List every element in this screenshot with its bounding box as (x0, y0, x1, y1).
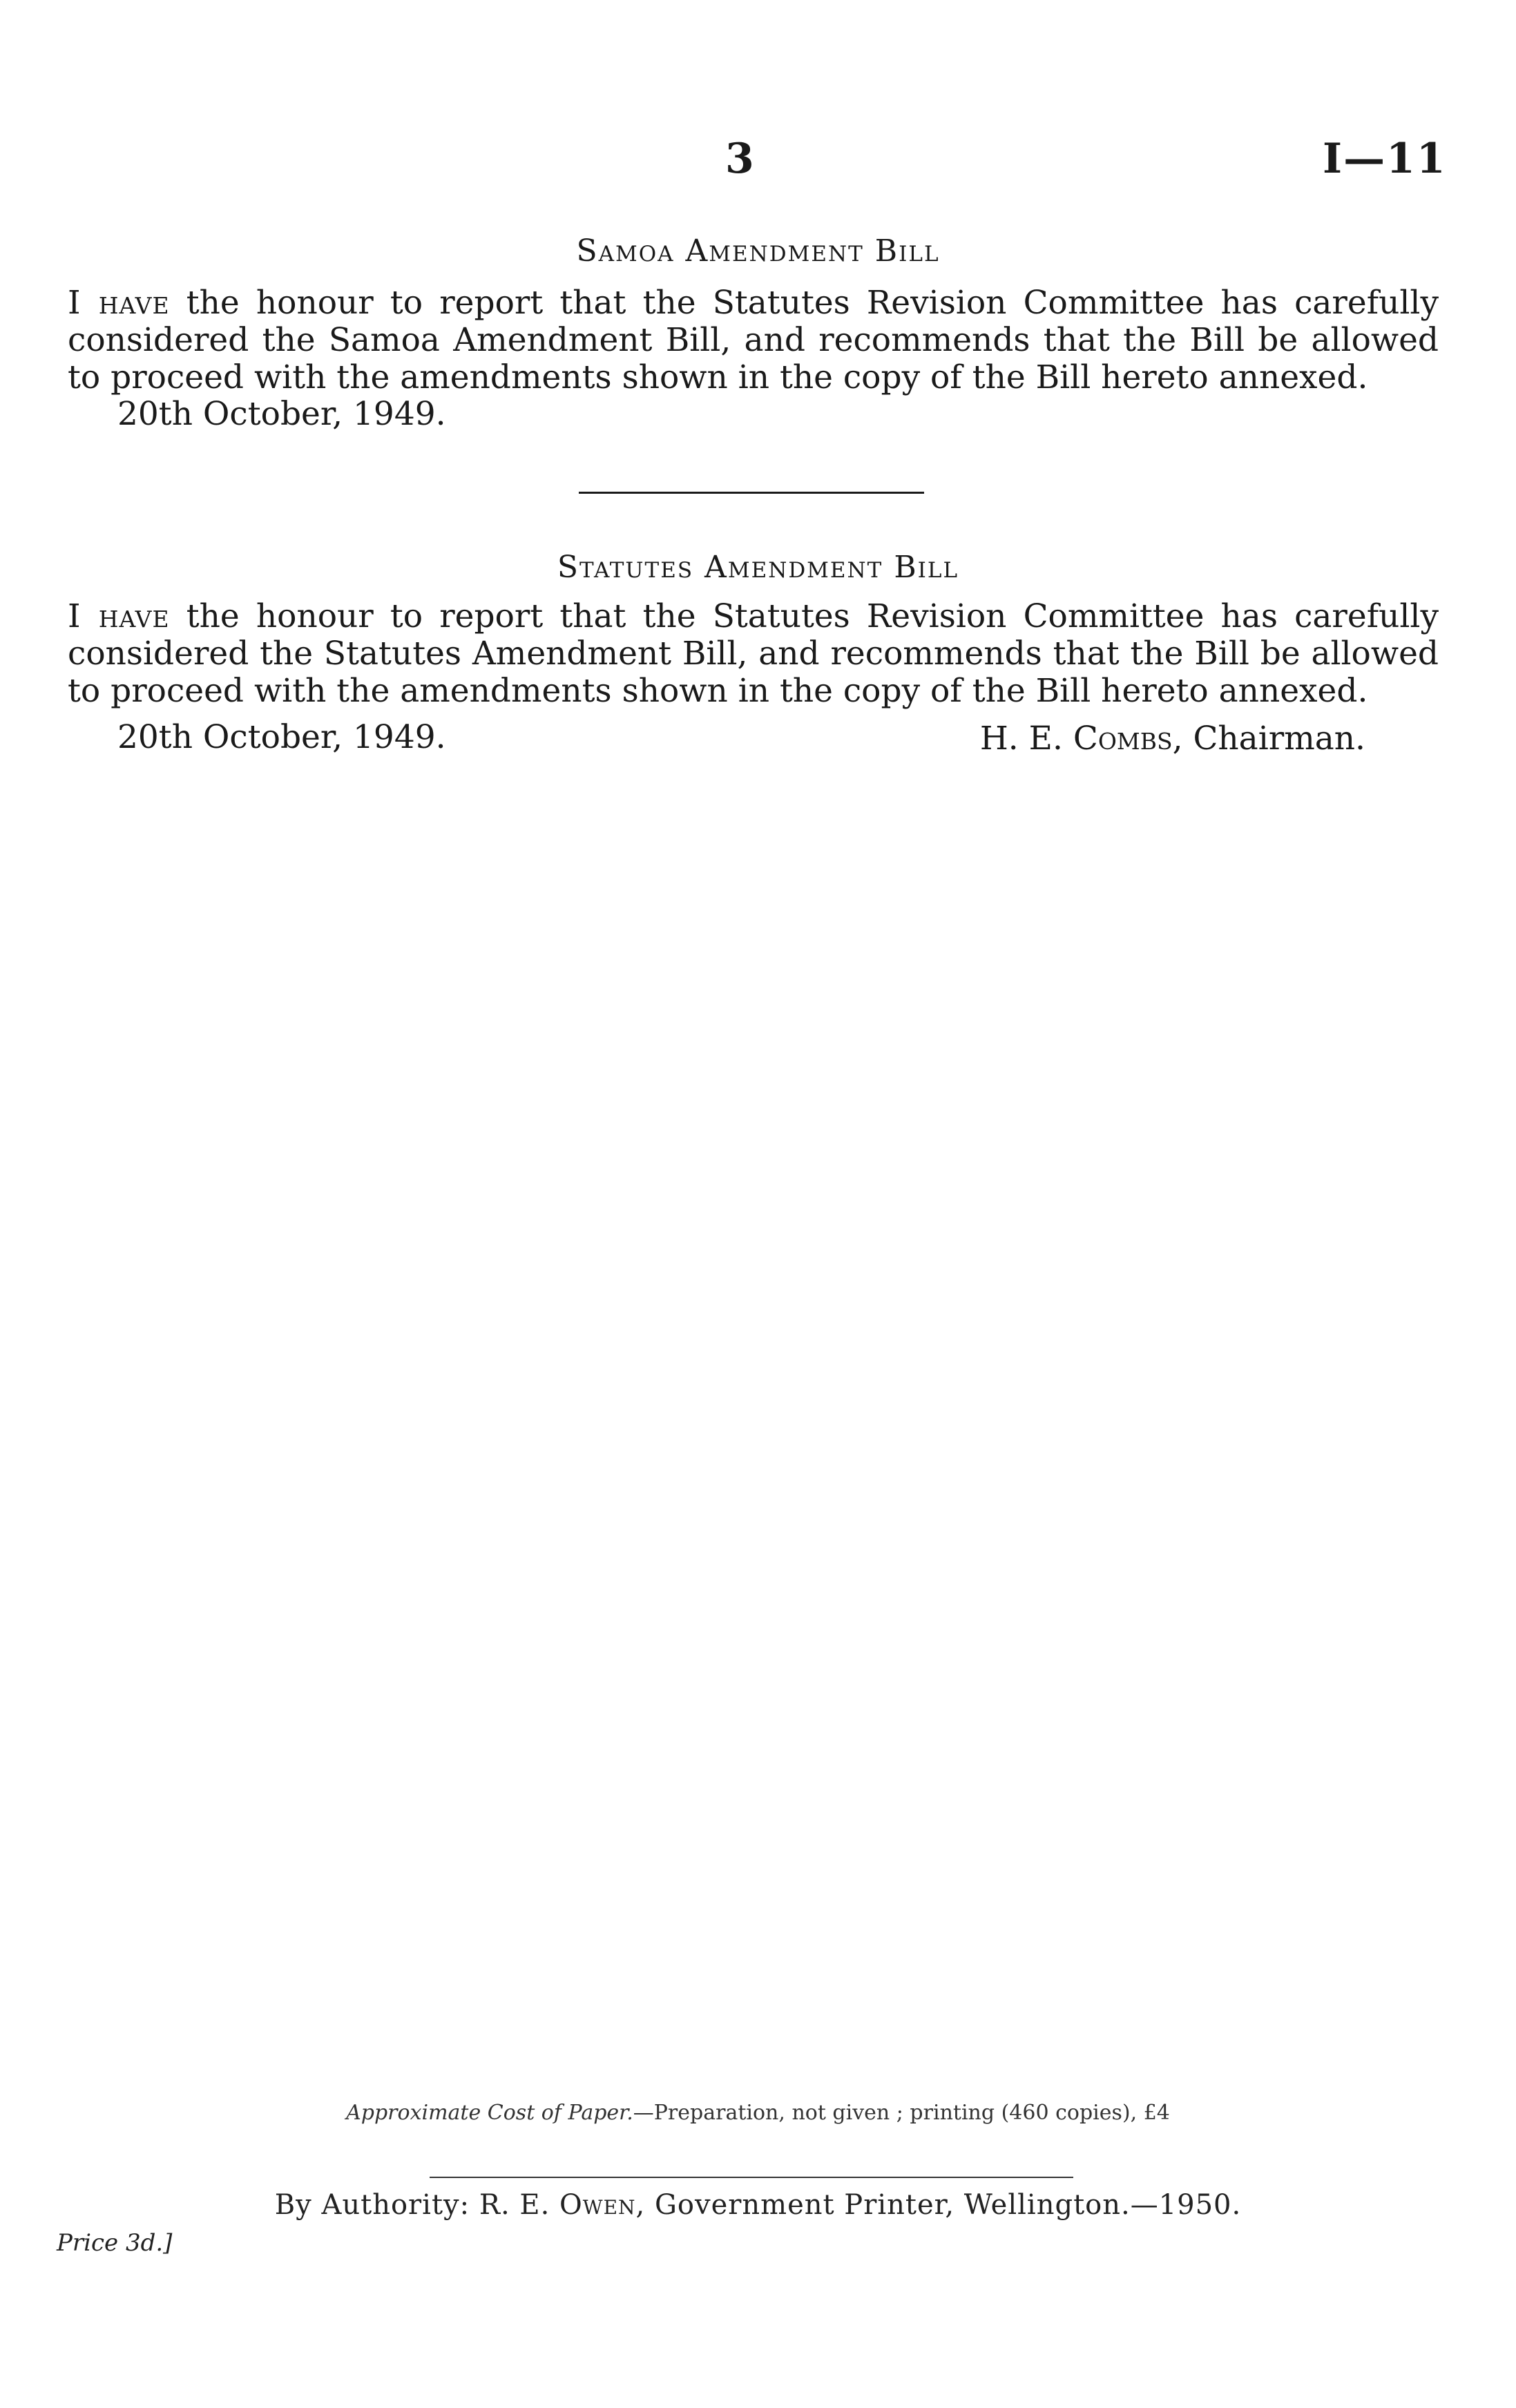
samoa-date: 20th October, 1949. (117, 395, 446, 433)
paper-number: I—11 (1323, 135, 1447, 183)
chairman-signature (980, 720, 1365, 758)
cost-text: —Preparation, not given ; printing (460 copies), £4 (633, 2101, 1170, 2125)
signature-role: , Chairman. (1172, 720, 1365, 758)
statutes-body: the honour to report that the Statutes Revision Committee has carefully considered the Statutes Amendment Bill, and recommends that the Bill be allowed to proceed with the amendments shown in the copy of the Bill hereto annexed. (68, 597, 1439, 710)
statutes-report-paragraph (68, 598, 1439, 710)
cost-of-paper-note (0, 2101, 1516, 2125)
statutes-opening: I have (68, 597, 170, 635)
authority-suffix: , Government Printer, Wellington.—1950. (635, 2189, 1242, 2221)
authority-prefix: By Authority: R. E. (274, 2189, 550, 2221)
section-divider (579, 492, 924, 494)
page-number: 3 (725, 135, 754, 183)
cost-label: Approximate Cost of Paper. (346, 2101, 633, 2125)
signature-surname: Combs (1073, 720, 1173, 758)
footer-rule (430, 2177, 1073, 2178)
signature-initials: H. E. (979, 720, 1063, 758)
samoa-section-title: Samoa Amendment Bill (576, 233, 940, 269)
samoa-body: the honour to report that the Statutes Revision Committee has carefully considered the Samoa Amendment Bill, and recommends that the Bill be allowed to proceed with the amendments shown in the copy of the Bill hereto annexed. (68, 284, 1439, 396)
printer-authority (0, 2189, 1516, 2221)
statutes-section-title: Statutes Amendment Bill (557, 550, 959, 585)
samoa-report-paragraph (68, 285, 1439, 396)
samoa-opening: I have (68, 284, 170, 322)
statutes-date: 20th October, 1949. (117, 718, 446, 756)
printer-name: Owen (559, 2189, 636, 2221)
price-label: Price 3d.] (57, 2229, 173, 2257)
